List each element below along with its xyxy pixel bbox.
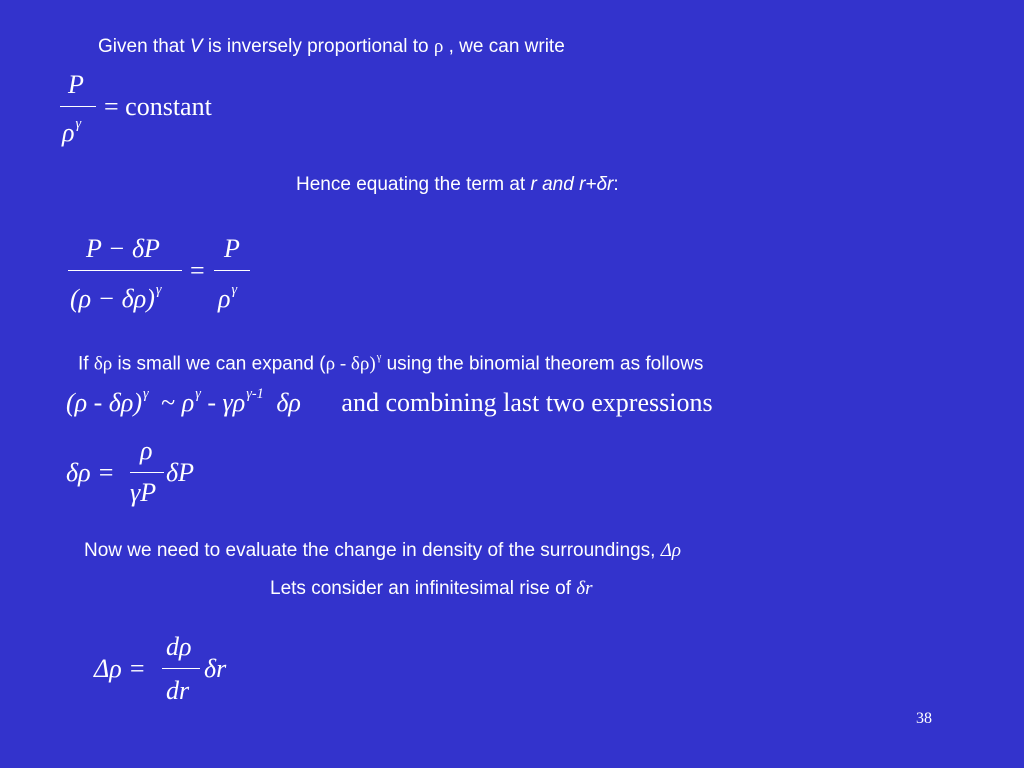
equating-term: r and r+δr	[530, 174, 614, 195]
expand-expression: ρ - δρ)	[325, 353, 376, 375]
eq5-denominator: dr	[166, 676, 190, 705]
eq3-minus: -	[207, 387, 217, 417]
intro-line	[98, 36, 565, 58]
eq4-lhs: δρ =	[66, 458, 115, 487]
eq2-equals: =	[190, 256, 205, 285]
eq1-rhs: = constant	[104, 92, 212, 121]
eq4-fraction-bar	[130, 472, 164, 473]
expand-text: is small we can expand (	[112, 353, 326, 375]
equation-binomial	[66, 386, 713, 418]
volume-symbol: V	[189, 36, 203, 57]
eq1-denominator: $\rho^\gamma$	[62, 116, 82, 147]
equating-text: Hence equating the term at	[296, 174, 531, 195]
eq3-term2-exponent: γ-1	[246, 386, 264, 402]
eq3-tail-text: and combining last two expressions	[341, 387, 713, 417]
eq2-right-numerator: P	[224, 234, 240, 263]
eq2-left-numerator: P − δP	[86, 234, 160, 263]
rise-text: Lets consider an infinitesimal rise of	[270, 578, 577, 599]
eq2-right-bar	[214, 270, 250, 271]
eq2-left-denominator: $(\rho - \delta\rho)^\gamma$	[70, 282, 162, 313]
eq4-denominator: γP	[130, 478, 157, 507]
surroundings-text: Now we need to evaluate the change in density of the surroundings,	[84, 540, 661, 561]
eq3-tilde: ~	[161, 387, 176, 417]
eq4-numerator: ρ	[140, 436, 153, 465]
surroundings-line	[84, 540, 681, 562]
delta-rho-surroundings: Δρ	[660, 540, 681, 561]
expand-text-end: using the binomial theorem as follows	[381, 353, 704, 375]
eq1-numerator: P	[68, 70, 84, 99]
delta-rho-symbol: δρ	[93, 353, 113, 375]
eq2-right-denominator: $\rho^\gamma$	[218, 282, 238, 313]
intro-text: Given that	[98, 36, 190, 57]
eq3-lhs: (ρ - δρ)	[66, 387, 143, 417]
eq4-rhs: δP	[166, 458, 194, 487]
delta-r-symbol: δr	[576, 578, 593, 599]
expand-line	[78, 352, 703, 375]
expand-exponent: γ	[376, 352, 382, 363]
eq5-lhs: Δρ =	[94, 654, 146, 683]
eq1-fraction-bar	[60, 106, 96, 107]
expand-if: If	[78, 353, 94, 375]
eq3-term1: ρ	[181, 387, 195, 417]
eq2-left-bar	[68, 270, 182, 271]
eq5-numerator: dρ	[166, 632, 192, 661]
equating-line	[296, 174, 619, 196]
eq5-rhs: δr	[204, 654, 227, 683]
eq5-fraction-bar	[162, 668, 200, 669]
eq3-lhs-exponent: γ	[143, 386, 149, 402]
page-number: 38	[916, 710, 932, 727]
intro-text-end: , we can write	[443, 36, 565, 57]
eq3-term2: γρ	[222, 387, 246, 417]
equating-colon: :	[613, 174, 619, 195]
rho-symbol: ρ	[433, 36, 444, 57]
rise-line	[270, 578, 593, 600]
eq3-term1-exponent: γ	[195, 386, 201, 402]
intro-text-mid: is inversely proportional to	[202, 36, 434, 57]
eq3-term3: δρ	[276, 387, 301, 417]
